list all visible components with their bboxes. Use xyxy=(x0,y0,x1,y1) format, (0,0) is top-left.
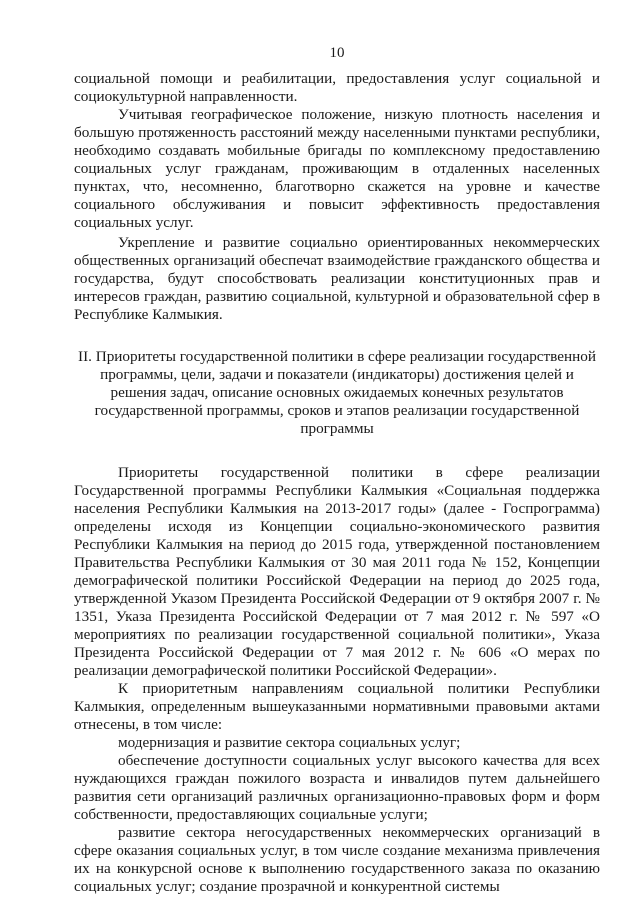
paragraph: Укрепление и развитие социально ориентированных некоммерческих общественных организаций обеспечат взаимодействие гражданского общества и государства, будут способствовать реализации конституционных прав и интересов граждан, развитию социальной, культурной и образовательной сфер в Республике Калмыкия. xyxy=(74,234,600,323)
paragraph: социальной помощи и реабилитации, предоставления услуг социальной и социокультурной направленности. xyxy=(74,70,600,105)
section-heading: II. Приоритеты государственной политики в сфере реализации государственной программы, цели, задачи и показатели (индикаторы) достижения целей и решения задач, описание основных ожидаемых конечных результатов государственной программы, сроков и этапов реализации государственной программы xyxy=(78,348,596,437)
paragraph: Учитывая географическое положение, низкую плотность населения и большую протяженность расстояний между населенными пунктами республики, необходимо создавать мобильные бригады по комплексному предоставлению социальных услуг гражданам, проживающим в отдаленных населенных пунктах, что, несомненно, благотворно скажется на уровне и качестве социального обслуживания и повысит эффективность предоставления социальных услуг. xyxy=(74,106,600,231)
page-number: 10 xyxy=(329,45,345,61)
paragraph: Приоритеты государственной политики в сфере реализации Государственной программы Республики Калмыкия «Социальная поддержка населения Республики Калмыкия на 2013-2017 годы» (далее - Госпрограмма) определены исходя из Концепции социально-экономического развития Республики Калмыкия на период до 2015 года, утвержденной постановлением Правительства Республики Калмыкия от 30 мая 2011 года № 152, Концепции демографической политики Российской Федерации на период до 2025 года, утвержденной Указом Президента Российской Федерации от 9 октября 2007 г. № 1351, Указа Президента Российской Федерации от 7 мая 2012 г. № 597 «О мероприятиях по реализации государственной социальной политики», Указа Президента Российской Федерации от 7 мая 2012 г. № 606 «О мерах по реализации демографической политики Российской Федерации». xyxy=(74,464,600,679)
bottom-paragraphs xyxy=(74,464,600,896)
paragraph: обеспечение доступности социальных услуг высокого качества для всех нуждающихся граждан пожилого возраста и инвалидов путем дальнейшего развития сети организаций различных организационно-правовых форм и форм собственности, предоставляющих социальные услуги; xyxy=(74,752,600,823)
paragraph: развитие сектора негосударственных некоммерческих организаций в сфере оказания социальных услуг, в том числе создание механизма привлечения их на конкурсной основе к выполнению государственного заказа по оказанию социальных услуг; создание прозрачной и конкурентной системы xyxy=(74,824,600,895)
top-paragraphs xyxy=(74,70,600,324)
paragraph: модернизация и развитие сектора социальных услуг; xyxy=(118,734,461,751)
paragraph: К приоритетным направлениям социальной политики Республики Калмыкия, определенным вышеуказанными нормативными правовыми актами отнесены, в том числе: xyxy=(74,680,600,733)
